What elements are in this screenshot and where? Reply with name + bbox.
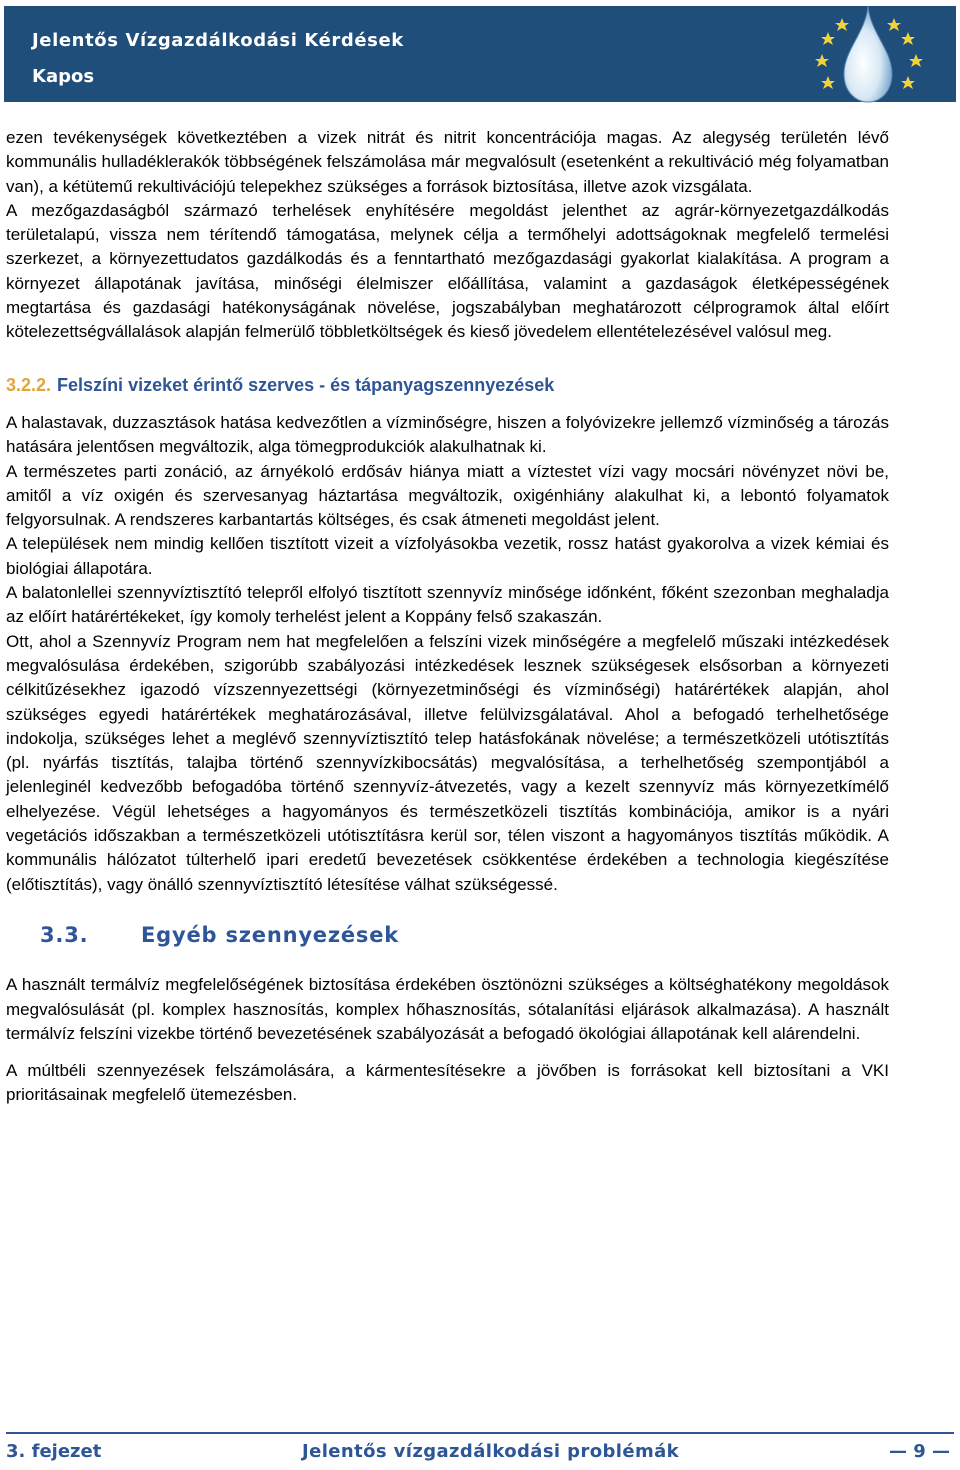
paragraph: ezen tevékenységek következtében a vizek nitrát és nitrit koncentrációja magas. Az alegység területén lévő kommunális hulladéklerakók többségének felszámolása már megvalósult (esetenként a rekultiváció még folyamatban van), a kétütemű rekultivációjú telepekhez szükséges a források biztosítása, illetve azok vizsgálata. <box>6 128 889 196</box>
footer-chapter: 3. fejezet <box>6 1441 102 1462</box>
paragraph: A természetes parti zonáció, az árnyékoló erdősáv hiánya miatt a víztestet vízi vagy mocsári növényzet növi be, amitől a víz oxigén és szervesanyag háztartása megváltozik, oxigénhiány alakulhat ki, a lebontó folyamatok felgyorsulnak. A rendszeres karbantartás költséges, és csak átmeneti megoldást jelent. <box>6 461 889 530</box>
paragraph: A balatonlellei szennyvíztisztító telepről elfolyó tisztított szennyvíz minősége időnként, főként szezonban meghaladja az előírt határértékeket, így komoly terhelést jelent a Koppány felső szakaszán. <box>6 583 889 627</box>
spacer <box>6 345 889 363</box>
paragraph: Ott, ahol a Szennyvíz Program nem hat megfelelően a felszíni vizek minőségére a megfelelő műszaki intézkedések megvalósulása érdekében, szigorúbb szabályozási intézkedések lesznek szükségesek elsősorban a környezeti célkitűzésekhez igazodó vízszennyezettségi (környezetminőségi és vízminőségi) határértékek alapján, ahol szükséges egyedi határértékek meghatározásával, illetve felülvizsgálatával. Ahol a befogadó terhelhetősége indokolja, szükséges lehet a meglévő szennyvíztisztító telep hatásfokának növelése; a természetközeli utótisztítás (pl. nyárfás tisztítás, talajba történő szennyvízkibocsátás) megvalósítása, a terhelhetőség szempontjából a jelenleginél kedvezőbb befogadóba történő szennyvíz-átvezetés, vagy a kezelt szennyvíz más környezetkímélő elhelyezése. Végül lehetséges a hagyományos és természetközeli tisztítás kombinációja, amikor is a nyári vegetációs időszakban a természetközeli utótisztításra kerül sor, télen viszont a hagyományos tisztítás működik. A kommunális hálózatot túlterhelő ipari eredetű bevezetések csökkentése érdekében a technologia kiegészítése (előtisztítás), vagy önálló szennyvíztisztító létesítése válhat szükségessé. <box>6 631 889 894</box>
document-body <box>6 126 889 1108</box>
section-number: 3.2.2. <box>6 374 52 395</box>
paragraph: A használt termálvíz megfelelőségének biztosítása érdekében ösztönözni szükséges a költséghatékony megoldások megvalósulását (pl. komplex hasznosítás, komplex hőhasznosítás, sótalanítási eljárások alkalmazása). A használt termálvíz felszíni vizekbe történő bevezetésének szabályozását a befogadó ökológiai állapotának kell alárendelni. <box>6 975 889 1043</box>
section-title: Egyéb szennyezések <box>141 922 400 947</box>
paragraph: A múltbéli szennyezések felszámolására, a kármentesítésekre a jövőben is forrásokat kell biztosítani a VKI prioritásainak megfelelő ütemezésben. <box>6 1061 889 1105</box>
section-number: 3.3. <box>40 922 89 947</box>
paragraph: A települések nem mindig kellően tisztított vizeit a vízfolyásokba vezetik, rossz hatást gyakorolva a vizek kémiai és biológiai állapotára. <box>6 534 889 578</box>
section-title: Felszíni vizeket érintő szerves - és tápanyagszennyezések <box>57 374 555 395</box>
section-heading-3-3 <box>40 923 889 947</box>
document-title: Jelentős Vízgazdálkodási Kérdések <box>32 30 404 51</box>
paragraph: A halastavak, duzzasztások hatása kedvezőtlen a vízminőségre, hiszen a folyóvizekre jellemző vízminőség a tározás hatására jelentősen megváltozik, alga tömegprodukciók alakulhatnak ki. <box>6 412 889 457</box>
page-footer <box>6 1441 950 1467</box>
document-subtitle: Kapos <box>32 66 95 87</box>
page-number: — 9 — <box>888 1441 950 1462</box>
footer-divider <box>6 1432 954 1434</box>
footer-title: Jelentős vízgazdálkodási problémák <box>302 1441 680 1462</box>
section-heading-3-2-2 <box>6 373 889 397</box>
water-drop-eu-stars-logo <box>808 2 958 114</box>
paragraph: A mezőgazdaságból származó terhelések enyhítésére megoldást jelenthet az agrár-környezetgazdálkodás területalapú, vissza nem térítendő támogatása, melynek célja a termőhelyi adottságoknak megfelelő termelési szerkezet, a környezettudatos gazdálkodás és a fenntartható mezőgazdasági gyakorlat kialakítása. A program a környezet állapotának javítása, minőségi élelmiszer előállítása, valamint a gazdaságok életképességének megtartása és gazdasági hatékonyságának növelése, jogszabályban meghatározott célprogramok által előírt kötelezettségvállalások alapján felmerülő többletköltségek és kieső jövedelem ellentételezésével valósul meg. <box>6 200 889 342</box>
spacer <box>6 1046 889 1059</box>
